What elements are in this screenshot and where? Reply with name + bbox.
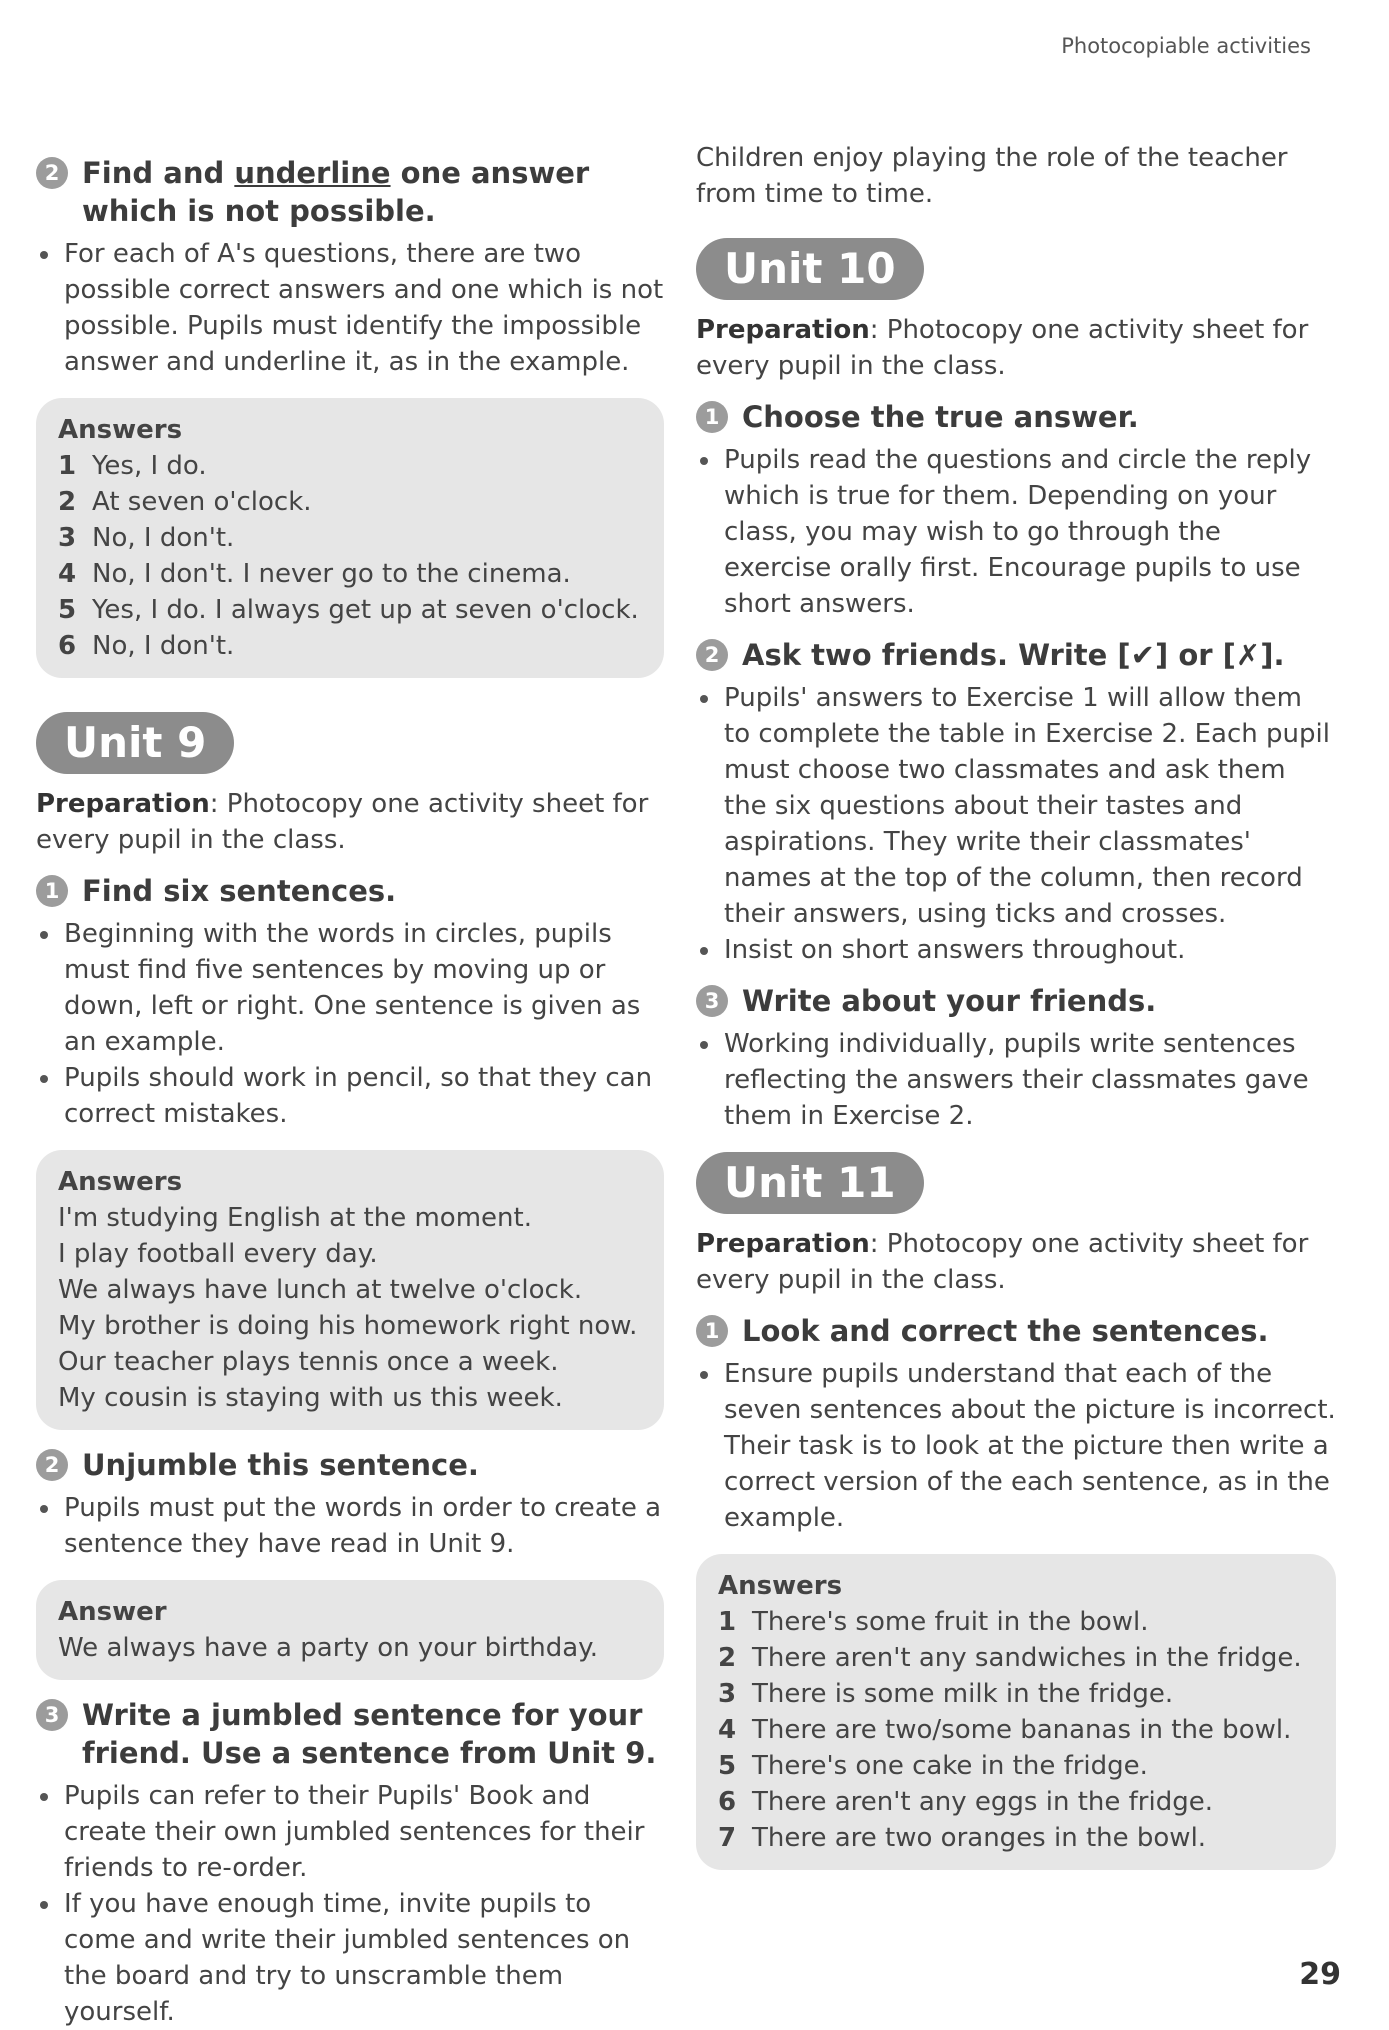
answer-line [718,1712,1314,1748]
exercise-title: Choose the true answer. [742,400,1139,434]
exercise-heading [696,982,1336,1020]
preparation-note [696,1226,1336,1298]
exercise-heading [696,636,1336,674]
exercise-title: Write about your friends. [742,984,1157,1018]
right-column [696,140,1336,1886]
answers-box [696,1554,1336,1870]
exercise-title: Ask two friends. Write [✔] or [✗]. [742,638,1285,672]
preparation-label: Preparation [696,315,870,345]
exercise-number-badge: 1 [696,1315,728,1347]
answer-text: There is some milk in the fridge. [752,1679,1174,1709]
answer-line [58,556,642,592]
exercise-heading [36,1446,664,1484]
exercise-number-badge: 3 [36,1699,68,1731]
instruction-list [696,680,1336,968]
instruction-item: Pupils should work in pencil, so that they can correct mistakes. [36,1060,664,1132]
answer-number: 4 [718,1715,737,1745]
answer-line: We always have lunch at twelve o'clock. [58,1275,583,1305]
answer-number: 3 [58,523,77,553]
answer-number: 2 [718,1643,737,1673]
unit-10-badge: Unit 10 [696,238,924,300]
answer-line: I'm studying English at the moment. [58,1203,532,1233]
answer-number: 1 [718,1607,737,1637]
preparation-note [696,312,1336,384]
answer-line: We always have a party on your birthday. [58,1633,599,1663]
answer-number: 6 [718,1787,737,1817]
instruction-item: Pupils must put the words in order to create a sentence they have read in Unit 9. [36,1490,664,1562]
unit-11-badge: Unit 11 [696,1152,924,1214]
exercise-heading [36,154,664,230]
answer-number: 7 [718,1823,737,1853]
instruction-item: Pupils read the questions and circle the reply which is true for them. Depending on your class, you may wish to go through the exercise orally first. Encourage pupils to use short answers. [696,442,1336,622]
answers-box [36,398,664,678]
answer-number: 4 [58,559,77,589]
answer-text: Yes, I do. [92,451,207,481]
instruction-list [696,1356,1336,1536]
exercise-heading [36,872,664,910]
answer-line [718,1604,1314,1640]
answer-line [718,1676,1314,1712]
answer-text: There's one cake in the fridge. [752,1751,1148,1781]
answer-line: I play football every day. [58,1239,378,1269]
answer-text: There aren't any sandwiches in the fridge. [752,1643,1302,1673]
answer-number: 2 [58,487,77,517]
answer-line [718,1784,1314,1820]
answer-line [718,1640,1314,1676]
instruction-item: Beginning with the words in circles, pupils must find five sentences by moving up or down, left or right. One sentence is given as an example. [36,916,664,1060]
page-number: 29 [1299,1957,1341,1992]
preparation-text: : Photocopy one activity sheet for every pupil in the class. [36,789,649,855]
exercise-number-badge: 2 [696,639,728,671]
preparation-label: Preparation [696,1229,870,1259]
answer-number: 5 [718,1751,737,1781]
answers-box [36,1150,664,1430]
answer-line: My cousin is staying with us this week. [58,1383,563,1413]
page-header: Photocopiable activities [1061,34,1311,58]
answer-number: 1 [58,451,77,481]
answer-text: Yes, I do. I always get up at seven o'clock. [92,595,639,625]
instruction-item: Ensure pupils understand that each of the seven sentences about the picture is incorrect. Their task is to look at the picture then write a correct version of the each sentence, as in the example. [696,1356,1336,1536]
answers-title: Answers [58,1167,183,1197]
answer-line [718,1748,1314,1784]
answer-number: 6 [58,631,77,661]
intro-text: Children enjoy playing the role of the teacher from time to time. [696,143,1288,209]
instruction-item: Pupils' answers to Exercise 1 will allow them to complete the table in Exercise 2. Each pupil must choose two classmates and ask them the six questions about their tastes and aspirations. They write their classmates' names at the top of the column, then record their answers, using ticks and crosses. [696,680,1336,932]
instruction-list [36,1490,664,1562]
exercise-heading [36,1696,664,1772]
exercise-heading [696,398,1336,436]
exercise-number-badge: 3 [696,985,728,1017]
instruction-list [36,916,664,1132]
answer-text: There aren't any eggs in the fridge. [752,1787,1213,1817]
answers-title: Answers [58,415,183,445]
exercise-number-badge: 1 [36,875,68,907]
answers-title: Answers [718,1571,843,1601]
exercise-number-badge: 2 [36,157,68,189]
answer-number: 5 [58,595,77,625]
answer-line [58,628,642,664]
answer-box [36,1580,664,1680]
answer-text: There's some fruit in the bowl. [752,1607,1149,1637]
answer-line [718,1820,1314,1856]
left-column [36,140,664,2030]
answer-title: Answer [58,1597,167,1627]
instruction-item: Working individually, pupils write sentences reflecting the answers their classmates gave them in Exercise 2. [696,1026,1336,1134]
title-part: Find and [82,156,235,190]
answer-line [58,484,642,520]
preparation-text: : Photocopy one activity sheet for every pupil in the class. [696,1229,1309,1295]
instruction-list [696,1026,1336,1134]
preparation-text: : Photocopy one activity sheet for every pupil in the class. [696,315,1309,381]
instruction-list [36,236,664,380]
answer-text: No, I don't. [92,631,235,661]
exercise-number-badge: 1 [696,401,728,433]
exercise-title: Unjumble this sentence. [82,1448,479,1482]
instruction-item: Insist on short answers throughout. [696,932,1336,968]
exercise-title: Write a jumbled sentence for your friend. Use a sentence from Unit 9. [82,1698,657,1770]
instruction-list [36,1778,664,2030]
exercise-title: Find six sentences. [82,874,397,908]
answer-text: There are two oranges in the bowl. [752,1823,1207,1853]
instruction-item: For each of A's questions, there are two possible correct answers and one which is not possible. Pupils must identify the impossible answer and underline it, as in the example. [36,236,664,380]
instruction-item: If you have enough time, invite pupils to come and write their jumbled sentences on the board and try to unscramble them yourself. [36,1886,664,2030]
unit-9-badge: Unit 9 [36,712,234,774]
answer-line: My brother is doing his homework right now. [58,1311,638,1341]
instruction-list [696,442,1336,622]
instruction-item: Pupils can refer to their Pupils' Book and create their own jumbled sentences for their friends to re-order. [36,1778,664,1886]
answer-text: No, I don't. [92,523,235,553]
preparation-label: Preparation [36,789,210,819]
exercise-heading [696,1312,1336,1350]
answer-line [58,448,642,484]
answer-line: Our teacher plays tennis once a week. [58,1347,559,1377]
answer-line [58,592,642,628]
exercise-title [82,154,664,230]
exercise-title: Look and correct the sentences. [742,1314,1269,1348]
answer-text: There are two/some bananas in the bowl. [752,1715,1292,1745]
answer-number: 3 [718,1679,737,1709]
title-underlined-word: underline [234,156,391,190]
exercise-number-badge: 2 [36,1449,68,1481]
answer-text: No, I don't. I never go to the cinema. [92,559,571,589]
preparation-note [36,786,664,858]
title-part: one answer which is not possible. [82,156,590,228]
answer-line [58,520,642,556]
answer-text: At seven o'clock. [92,487,312,517]
